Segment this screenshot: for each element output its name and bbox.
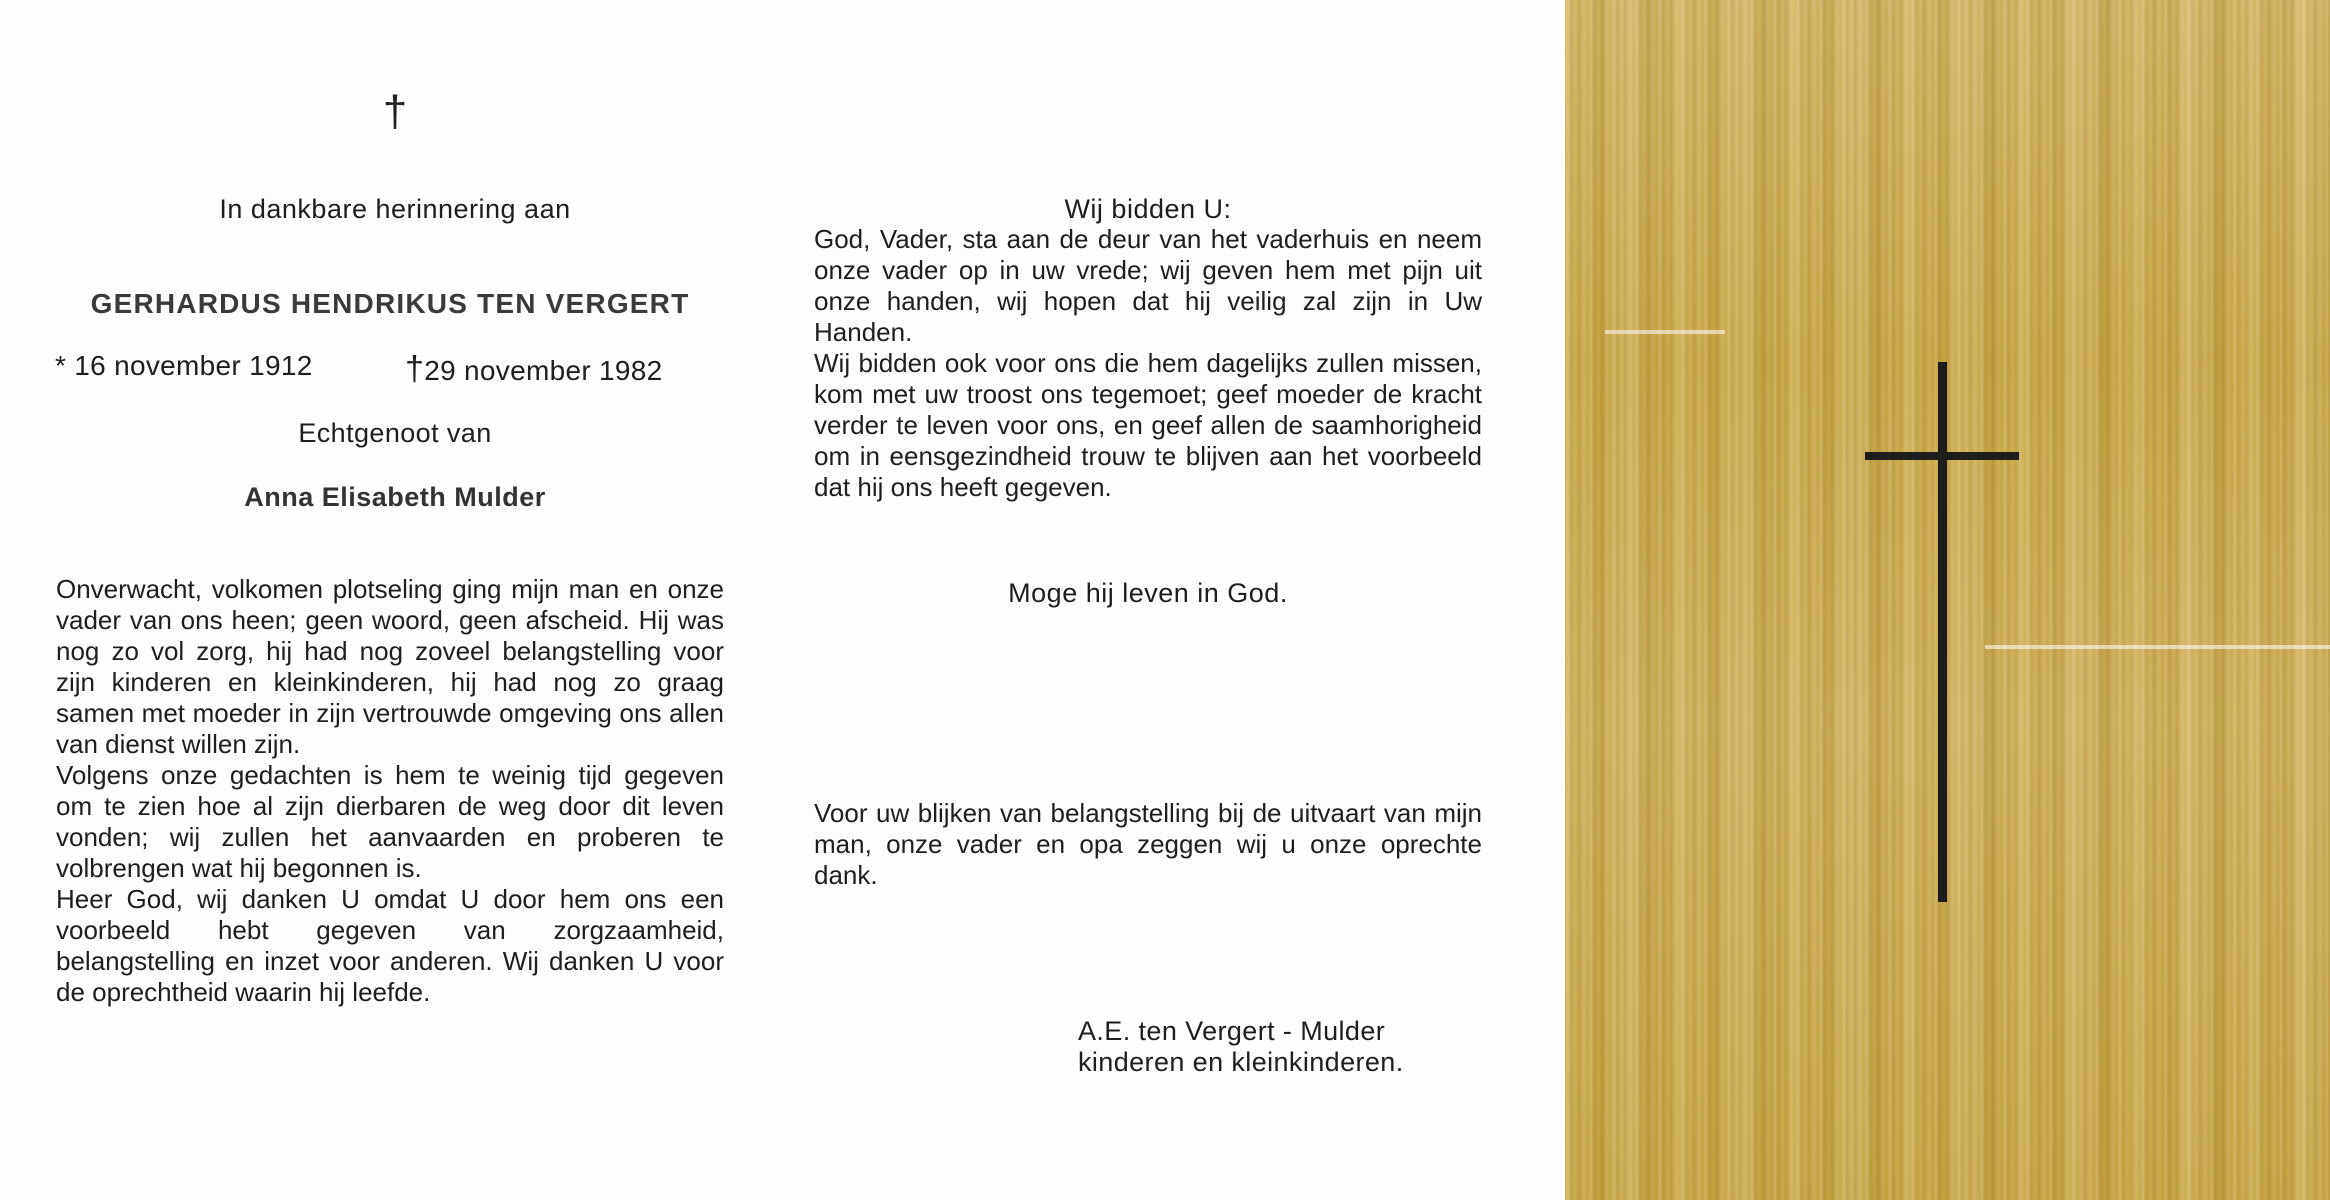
closing-line: Moge hij leven in God. (1008, 578, 1288, 608)
cross-horizontal-bar (1865, 452, 2019, 460)
memorial-paragraph: Volgens onze gedachten is hem te weinig tijd gegeven om te zien hoe al zijn dierbaren de weg door dit leven vonden; wij zullen het aanvaarden en proberen te volbrengen wat hij begonnen is. (56, 760, 724, 883)
signature-line: A.E. ten Vergert - Mulder (1078, 1016, 1386, 1046)
prayer-paragraph: Wij bidden ook voor ons die hem dagelijks zullen missen, kom met uw troost ons tegemoet; geef moeder de kracht verder te leven voor ons, en geef allen de saamhorigheid om in eensgezindheid trouw te blijven aan het voorbeeld dat hij ons heeft gegeven. (814, 348, 1482, 502)
deceased-name: GERHARDUS HENDRIKUS TEN VERGERT (90, 288, 690, 319)
paper-crease (1985, 645, 2330, 649)
cross-vertical-bar (1938, 362, 1947, 902)
death-date-line (405, 350, 663, 389)
memorial-text (56, 574, 724, 1008)
signature (1078, 1016, 1404, 1078)
thanks-text (814, 798, 1482, 891)
prayer-paragraph: God, Vader, sta aan de deur van het vaderhuis en neem onze vader op in uw vrede; wij geven hem met pijn uit onze handen, wij hopen dat hij veilig zal zijn in Uw Handen. (814, 224, 1482, 347)
memorial-paragraph: Onverwacht, volkomen plotseling ging mijn man en onze vader van ons heen; geen woord, geen afscheid. Hij was nog zo vol zorg, hij had nog zoveel belangstelling voor zijn kinderen en kleinkinderen, hij had nog zo graag samen met moeder in zijn vertrouwde omgeving ons allen van dienst willen zijn. (56, 574, 724, 759)
intro-text: In dankbare herinnering aan (219, 194, 571, 224)
spouse-name: Anna Elisabeth Mulder (244, 482, 546, 512)
paper-crease (1605, 330, 1725, 334)
dagger-icon: † (405, 350, 425, 388)
death-date: 29 november 1982 (424, 355, 663, 386)
memorial-paragraph: Heer God, wij danken U omdat U door hem ons een voorbeeld hebt gegeven van zorgzaamheid, belangstelling en inzet voor anderen. Wij danken U voor de oprechtheid waarin hij leefde. (56, 884, 724, 1007)
prayer-text (814, 224, 1482, 503)
thanks-paragraph: Voor uw blijken van belangstelling bij de uitvaart van mijn man, onze vader en opa zeggen wij u onze oprechte dank. (814, 798, 1482, 890)
signature-line: kinderen en kleinkinderen. (1078, 1047, 1404, 1077)
card-cover-wood-panel (1565, 0, 2330, 1200)
cross-icon (1865, 362, 2025, 902)
birth-date: * 16 november 1912 (55, 350, 313, 381)
prayer-title: Wij bidden U: (1064, 194, 1232, 224)
spouse-label: Echtgenoot van (298, 418, 492, 448)
small-cross-icon: † (382, 87, 408, 136)
